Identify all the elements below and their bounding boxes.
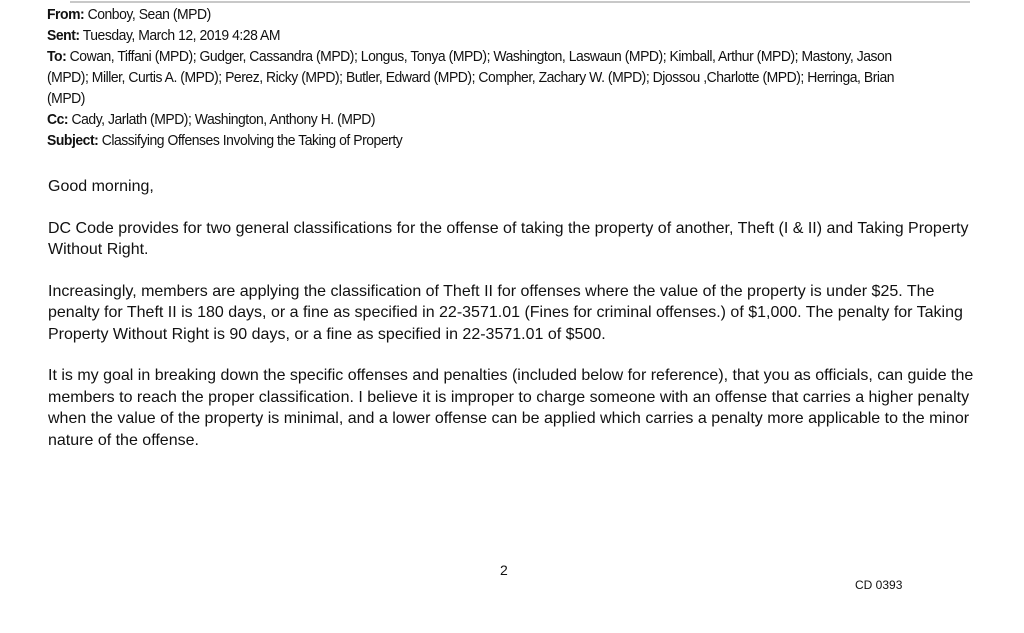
to-value: Cowan, Tiffani (MPD); Gudger, Cassandra (MPD); Longus, Tonya (MPD); Washington, Laswaun (MPD); Kimball, Arthur (MPD); Mastony, Jason (MPD); Miller, Curtis A. (MPD); Perez, Ricky (MPD); Butler, Edward (MPD); Compher, Zachary W. (MPD); Djossou ,Charlotte (MPD); Herringa, Brian (MPD) <box>47 48 895 107</box>
email-header <box>47 4 921 151</box>
body-paragraph: It is my goal in breaking down the specific offenses and penalties (included below for reference), that you as officials, can guide the members to reach the proper classification. I believe it is improper to charge someone with an offense that carries a higher penalty when the value of the property is minimal, and a lower offense can be applied which carries a penalty more applicable to the minor nature of the offense. <box>48 367 974 449</box>
greeting: Good morning, <box>48 178 154 195</box>
to-line: To: Cowan, Tiffani (MPD); Gudger, Cassandra (MPD); Longus, Tonya (MPD); Washington, Laswaun (MPD); Kimball, Arthur (MPD); Mastony, Jason (MPD); Miller, Curtis A. (MPD); Perez, Ricky (MPD); Butler, Edward (MPD); Compher, Zachary W. (MPD); Djossou ,Charlotte (MPD); Herringa, Brian (MPD) <box>47 48 895 107</box>
cc-value: Cady, Jarlath (MPD); Washington, Anthony H. (MPD) <box>71 111 376 128</box>
email-body <box>48 176 978 471</box>
cc-line: Cc: Cady, Jarlath (MPD); Washington, Anthony H. (MPD) <box>47 111 376 128</box>
top-divider <box>70 1 970 3</box>
sent-value: Tuesday, March 12, 2019 4:28 AM <box>82 27 281 44</box>
from-value: Conboy, Sean (MPD) <box>87 6 211 23</box>
body-paragraph: Increasingly, members are applying the classification of Theft II for offenses where the value of the property is under $25. The penalty for Theft II is 180 days, or a fine as specified in 22-3571.01 (Fines for criminal offenses.) of $1,000. The penalty for Taking Property Without Right is 90 days, or a fine as specified in 22-3571.01 of $500. <box>48 282 963 343</box>
from-line: From: Conboy, Sean (MPD) <box>47 6 211 23</box>
subject-line: Subject: Classifying Offenses Involving the Taking of Property <box>47 132 403 149</box>
body-paragraph: DC Code provides for two general classifications for the offense of taking the property of another, Theft (I & II) and Taking Property Without Right. <box>48 219 969 258</box>
sent-line: Sent: Tuesday, March 12, 2019 4:28 AM <box>47 27 281 44</box>
bates-number: CD 0393 <box>855 578 903 592</box>
page-number: 2 <box>500 562 508 578</box>
subject-value: Classifying Offenses Involving the Taking of Property <box>101 132 403 149</box>
